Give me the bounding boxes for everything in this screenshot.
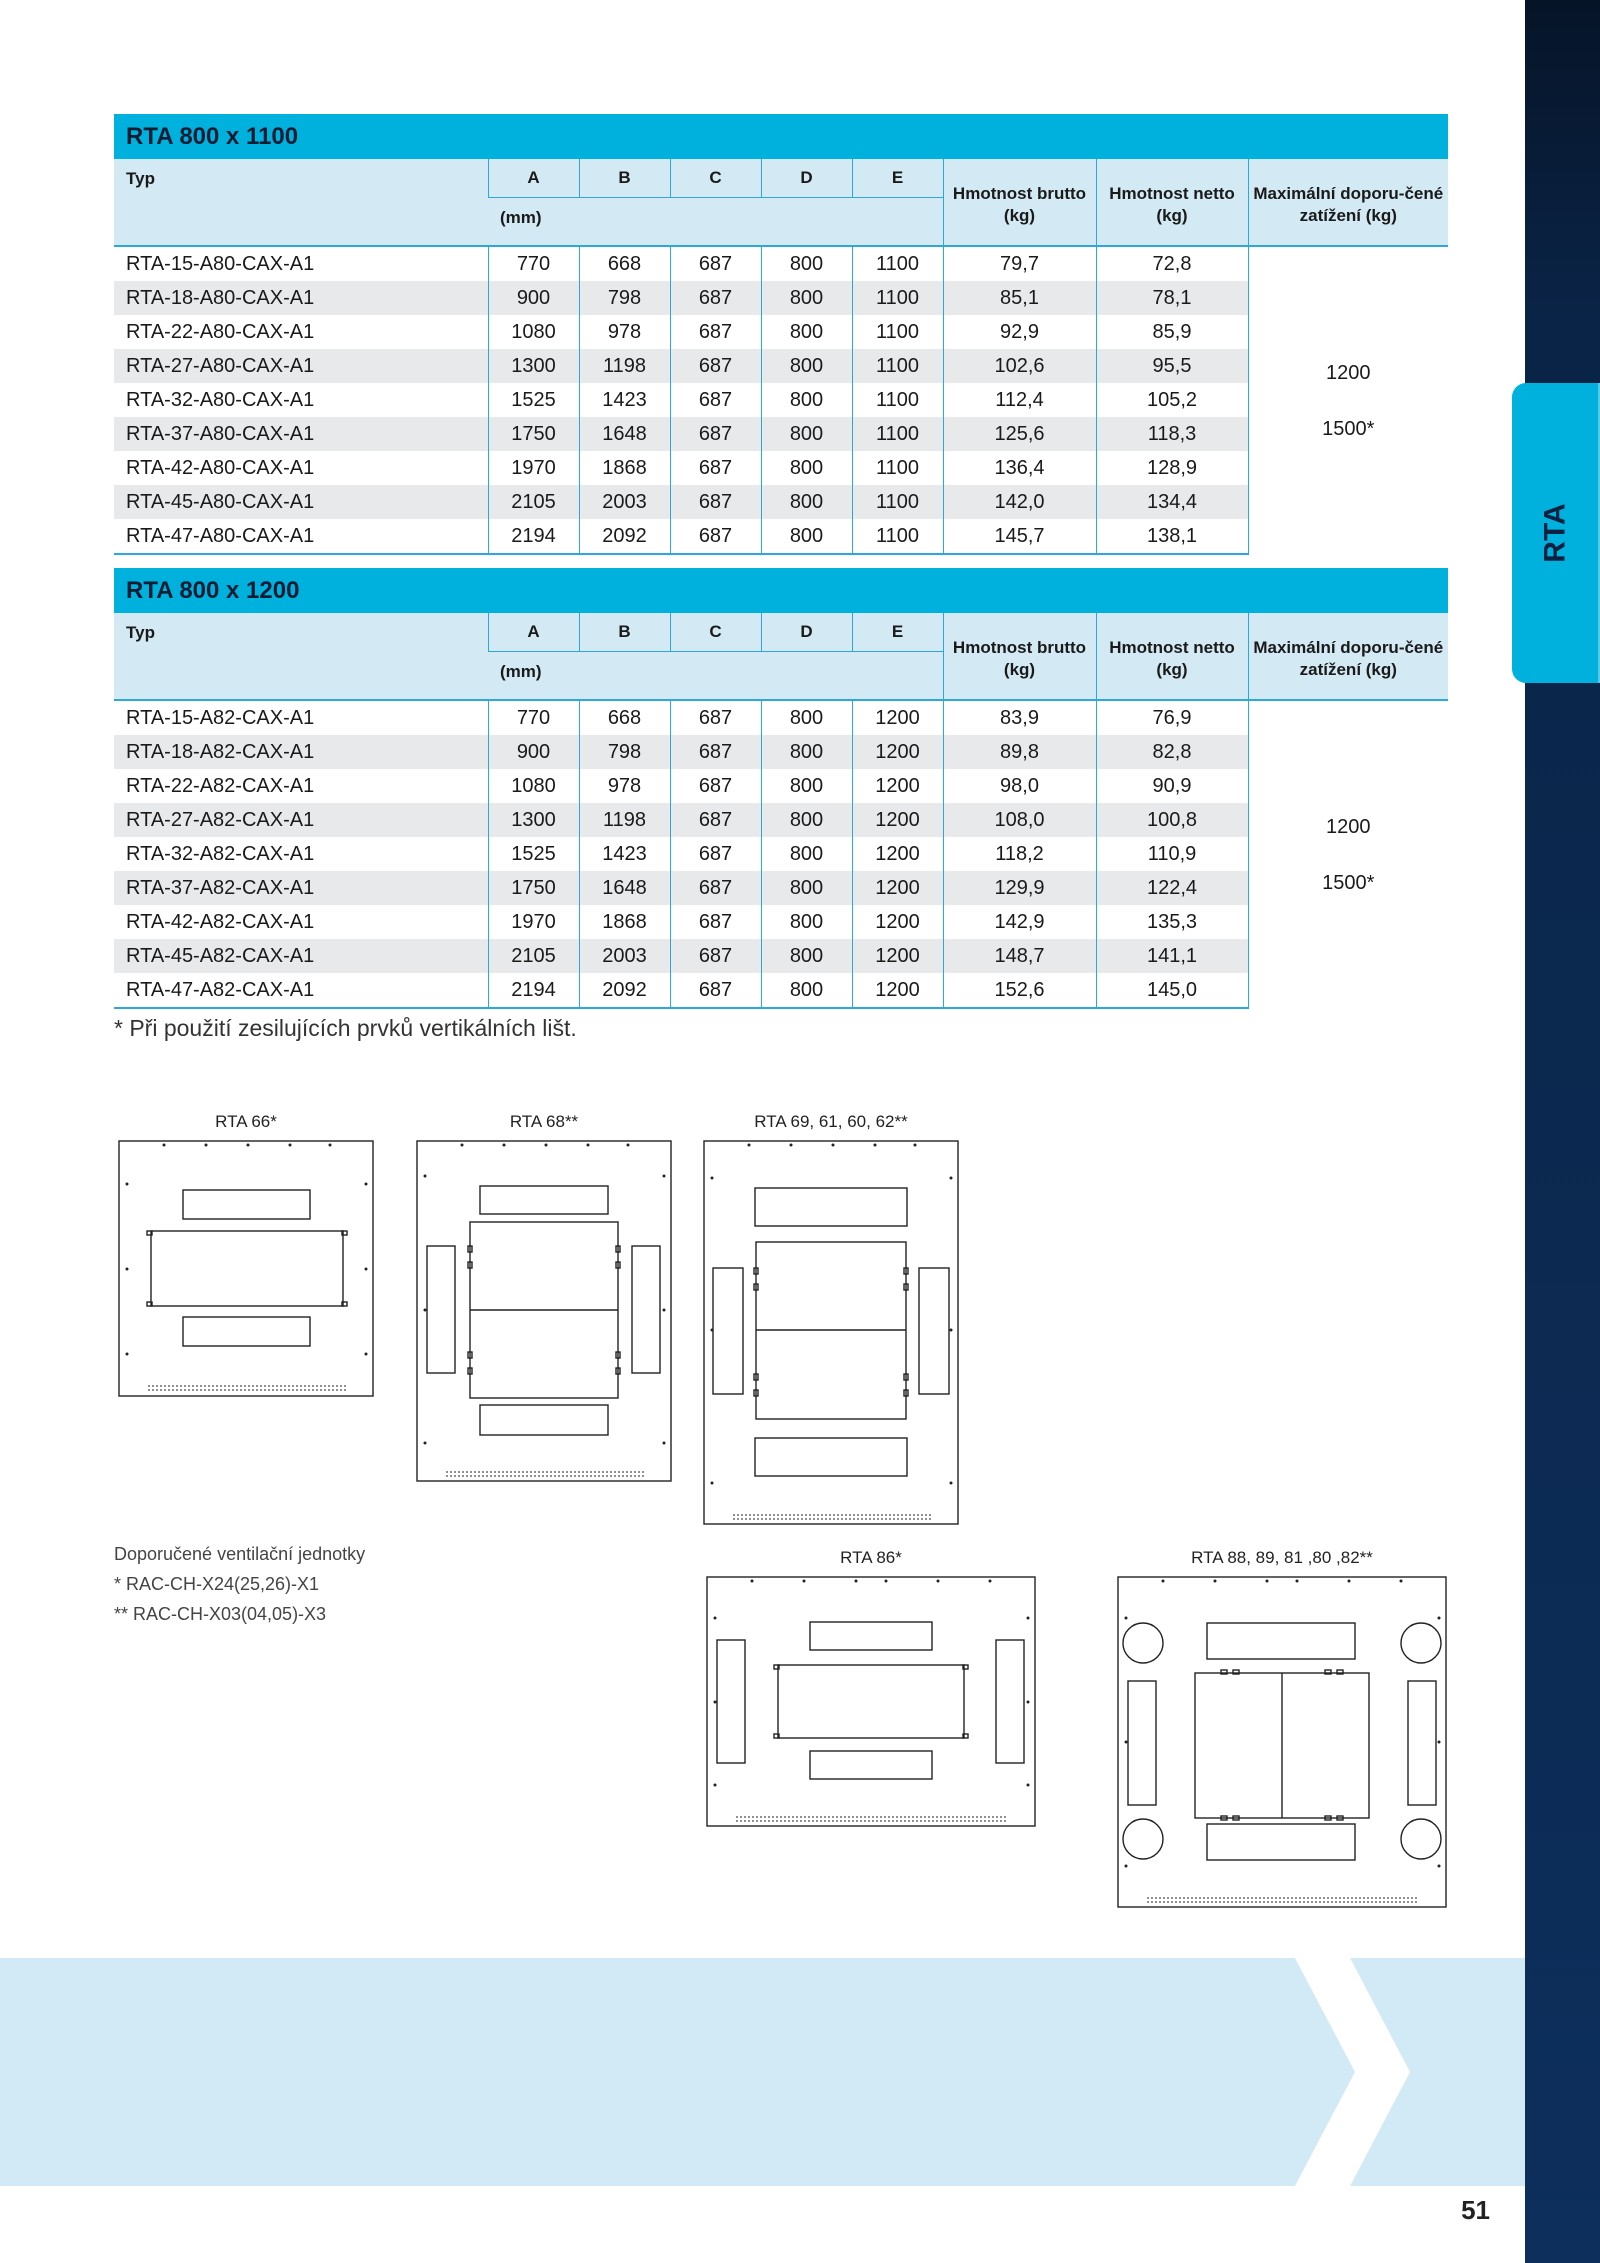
cell-type: RTA-37-A82-CAX-A1 — [114, 871, 488, 905]
cell-value: 1200 — [852, 973, 943, 1008]
cell-value: 135,3 — [1096, 905, 1248, 939]
cell-value: 687 — [670, 417, 761, 451]
cell-value: 129,9 — [943, 871, 1096, 905]
cell-value: 800 — [761, 519, 852, 554]
cell-value: 668 — [579, 246, 670, 281]
cell-value: 1423 — [579, 837, 670, 871]
cell-value: 89,8 — [943, 735, 1096, 769]
cell-value: 1200 — [852, 871, 943, 905]
cell-value: 800 — [761, 905, 852, 939]
cell-value: 800 — [761, 485, 852, 519]
cell-value: 687 — [670, 939, 761, 973]
max-load-reinforced: 1500* — [1322, 417, 1375, 440]
footnote: * Při použití zesilujících prvků vertikálních lišt. — [114, 1015, 577, 1041]
table-row — [114, 315, 1448, 349]
col-header-c: C — [670, 159, 761, 198]
max-load-standard: 1200 — [1326, 815, 1371, 838]
col-header-c: C — [670, 613, 761, 652]
cell-value: 1200 — [852, 735, 943, 769]
cell-value: 1100 — [852, 451, 943, 485]
diagram-rta86 — [706, 1574, 1036, 1828]
cell-value: 900 — [488, 735, 579, 769]
table-row — [114, 485, 1448, 519]
table-row — [114, 417, 1448, 451]
col-header-e: E — [852, 613, 943, 652]
cell-value: 2194 — [488, 973, 579, 1008]
cell-value: 2003 — [579, 485, 670, 519]
cell-value: 108,0 — [943, 803, 1096, 837]
cell-value: 98,0 — [943, 769, 1096, 803]
diagram-title-rta86: RTA 86* — [840, 1548, 902, 1567]
cell-value: 1648 — [579, 417, 670, 451]
cell-type: RTA-42-A82-CAX-A1 — [126, 910, 315, 933]
col-header-netto: Hmotnost netto (kg) — [1096, 613, 1248, 700]
cell-value: 83,9 — [943, 700, 1096, 735]
cell-value: 2092 — [579, 973, 670, 1008]
cell-value: 1970 — [488, 905, 579, 939]
cell-value: 1198 — [579, 803, 670, 837]
table-body — [114, 700, 1448, 1008]
cell-value: 72,8 — [1096, 246, 1248, 281]
cell-value: 1100 — [852, 246, 943, 281]
cell-value: 687 — [670, 905, 761, 939]
cell-value: 1200 — [852, 939, 943, 973]
cell-type: RTA-27-A82-CAX-A1 — [114, 803, 488, 837]
cell-value: 1200 — [852, 700, 943, 735]
cell-value: 82,8 — [1096, 735, 1248, 769]
col-header-a: A — [488, 159, 579, 198]
col-header-typ: Typ — [114, 613, 488, 700]
cell-value: 687 — [670, 735, 761, 769]
diagram-title-rta88: RTA 88, 89, 81 ,80 ,82** — [1191, 1548, 1373, 1567]
cell-value: 1750 — [488, 871, 579, 905]
cell-value: 1200 — [852, 769, 943, 803]
cell-value: 800 — [761, 803, 852, 837]
cell-value: 1200 — [852, 905, 943, 939]
cell-value: 978 — [579, 315, 670, 349]
cell-value: 1198 — [579, 349, 670, 383]
cell-value: 142,0 — [943, 485, 1096, 519]
cell-type: RTA-37-A80-CAX-A1 — [114, 417, 488, 451]
col-header-a: A — [488, 613, 579, 652]
cell-value: 152,6 — [943, 973, 1096, 1008]
cell-value: 1080 — [488, 769, 579, 803]
cell-value: 1100 — [852, 349, 943, 383]
cell-type: RTA-45-A82-CAX-A1 — [114, 939, 488, 973]
cell-value: 687 — [670, 700, 761, 735]
cell-value: 125,6 — [943, 417, 1096, 451]
cell-value: 800 — [761, 246, 852, 281]
cell-value: 118,2 — [943, 837, 1096, 871]
cell-value: 145,7 — [943, 519, 1096, 554]
cell-value: 1300 — [488, 803, 579, 837]
table-row — [114, 281, 1448, 315]
cell-max-load — [1248, 700, 1448, 1008]
col-header-load: Maximální doporu-čené zatížení (kg) — [1248, 613, 1448, 700]
cell-value: 800 — [761, 871, 852, 905]
cell-value: 1100 — [852, 383, 943, 417]
cell-value: 142,9 — [943, 905, 1096, 939]
cell-value: 145,0 — [1096, 973, 1248, 1008]
cell-value: 687 — [670, 281, 761, 315]
cell-value: 141,1 — [1096, 939, 1248, 973]
table-row — [114, 905, 1448, 939]
cell-value: 687 — [670, 383, 761, 417]
cell-value: 1200 — [852, 837, 943, 871]
cell-value: 85,9 — [1096, 315, 1248, 349]
cell-value: 1868 — [579, 451, 670, 485]
cell-value: 770 — [488, 246, 579, 281]
cell-value: 1200 — [852, 803, 943, 837]
cell-type: RTA-22-A80-CAX-A1 — [126, 320, 315, 343]
table-row — [114, 973, 1448, 1008]
cell-type: RTA-47-A80-CAX-A1 — [114, 519, 488, 554]
col-header-mm: (mm) — [488, 652, 943, 701]
cell-value: 102,6 — [943, 349, 1096, 383]
cell-value: 687 — [670, 837, 761, 871]
col-header-brutto: Hmotnost brutto (kg) — [943, 159, 1096, 246]
cell-type: RTA-27-A80-CAX-A1 — [114, 349, 488, 383]
page-number: 51 — [1461, 2195, 1490, 2225]
cell-type: RTA-45-A80-CAX-A1 — [114, 485, 488, 519]
cell-value: 687 — [670, 315, 761, 349]
cell-type: RTA-18-A82-CAX-A1 — [114, 735, 488, 769]
col-header-load: Maximální doporu-čené zatížení (kg) — [1248, 159, 1448, 246]
cell-type: RTA-47-A82-CAX-A1 — [114, 973, 488, 1008]
cell-type: RTA-22-A82-CAX-A1 — [126, 774, 315, 797]
cell-value: 1080 — [488, 315, 579, 349]
cell-value: 2003 — [579, 939, 670, 973]
cell-value: 95,5 — [1096, 349, 1248, 383]
cell-value: 1525 — [488, 383, 579, 417]
cell-type: RTA-15-A82-CAX-A1 — [126, 706, 315, 729]
table-row — [114, 519, 1448, 554]
col-header-e: E — [852, 159, 943, 198]
diagram-title-rta66: RTA 66* — [215, 1112, 277, 1131]
cell-value: 687 — [670, 485, 761, 519]
cell-value: 800 — [761, 700, 852, 735]
cell-value: 800 — [761, 281, 852, 315]
section-tab-label-wrap — [1512, 383, 1600, 683]
col-header-brutto: Hmotnost brutto (kg) — [943, 613, 1096, 700]
cell-value: 90,9 — [1096, 769, 1248, 803]
table-row — [114, 383, 1448, 417]
cell-value: 100,8 — [1096, 803, 1248, 837]
cell-value: 900 — [488, 281, 579, 315]
table-row — [114, 871, 1448, 905]
cell-value: 1423 — [579, 383, 670, 417]
cell-value: 800 — [761, 837, 852, 871]
cell-value: 687 — [670, 973, 761, 1008]
cell-type: RTA-32-A82-CAX-A1 — [126, 842, 315, 865]
cell-value: 668 — [579, 700, 670, 735]
cell-value: 770 — [488, 700, 579, 735]
cell-value: 1100 — [852, 315, 943, 349]
cell-value: 1100 — [852, 281, 943, 315]
cell-max-load — [1248, 246, 1448, 554]
cell-value: 1100 — [852, 485, 943, 519]
cell-value: 2105 — [488, 939, 579, 973]
cell-value: 687 — [670, 769, 761, 803]
cell-value: 800 — [761, 383, 852, 417]
col-header-typ: Typ — [114, 159, 488, 246]
table-title: RTA 800 x 1200 — [114, 568, 1448, 613]
cell-value: 76,9 — [1096, 700, 1248, 735]
spec-table-1200 — [114, 568, 1448, 1009]
cell-value: 687 — [670, 451, 761, 485]
col-header-mm: (mm) — [488, 198, 943, 247]
table-row — [114, 837, 1448, 871]
diagram-rta68 — [416, 1138, 672, 1483]
cell-value: 800 — [761, 939, 852, 973]
table-row — [114, 246, 1448, 281]
col-header-netto: Hmotnost netto (kg) — [1096, 159, 1248, 246]
cell-value: 1300 — [488, 349, 579, 383]
cell-value: 1100 — [852, 519, 943, 554]
cell-value: 128,9 — [1096, 451, 1248, 485]
cell-value: 1750 — [488, 417, 579, 451]
col-header-d: D — [761, 613, 852, 652]
cell-value: 138,1 — [1096, 519, 1248, 554]
table-title: RTA 800 x 1100 — [114, 114, 1448, 159]
cell-value: 79,7 — [943, 246, 1096, 281]
diagram-rta88 — [1117, 1574, 1447, 1909]
vent-line-1: * RAC-CH-X24(25,26)-X1 — [114, 1574, 320, 1594]
cell-value: 148,7 — [943, 939, 1096, 973]
table-row — [114, 700, 1448, 735]
table-row — [114, 735, 1448, 769]
cell-value: 2194 — [488, 519, 579, 554]
cell-value: 1525 — [488, 837, 579, 871]
max-load-reinforced: 1500* — [1322, 871, 1375, 894]
cell-value: 687 — [670, 803, 761, 837]
cell-value: 798 — [579, 281, 670, 315]
diagram-title-rta69: RTA 69, 61, 60, 62** — [754, 1112, 908, 1131]
table-row — [114, 769, 1448, 803]
table-row — [114, 349, 1448, 383]
section-tab-label: RTA — [1539, 503, 1572, 563]
diagram-rta69 — [703, 1138, 959, 1526]
cell-value: 112,4 — [943, 383, 1096, 417]
cell-value: 800 — [761, 973, 852, 1008]
cell-value: 2105 — [488, 485, 579, 519]
cell-value: 105,2 — [1096, 383, 1248, 417]
col-header-d: D — [761, 159, 852, 198]
cell-value: 800 — [761, 769, 852, 803]
spec-table-1100 — [114, 114, 1448, 555]
cell-value: 110,9 — [1096, 837, 1248, 871]
cell-value: 687 — [670, 349, 761, 383]
table-row — [114, 803, 1448, 837]
table-body — [114, 246, 1448, 554]
cell-value: 134,4 — [1096, 485, 1248, 519]
col-header-b: B — [579, 613, 670, 652]
cell-value: 85,1 — [943, 281, 1096, 315]
cell-value: 1970 — [488, 451, 579, 485]
cell-value: 1100 — [852, 417, 943, 451]
chevron-right-icon — [1295, 1958, 1415, 2186]
cell-value: 1868 — [579, 905, 670, 939]
cell-value: 800 — [761, 349, 852, 383]
max-load-standard: 1200 — [1326, 361, 1371, 384]
cell-value: 1648 — [579, 871, 670, 905]
cell-value: 798 — [579, 735, 670, 769]
cell-value: 800 — [761, 451, 852, 485]
page-sidebar — [1525, 0, 1600, 2263]
cell-value: 2092 — [579, 519, 670, 554]
cell-value: 136,4 — [943, 451, 1096, 485]
cell-value: 978 — [579, 769, 670, 803]
cell-value: 687 — [670, 519, 761, 554]
table-row — [114, 939, 1448, 973]
cell-value: 78,1 — [1096, 281, 1248, 315]
cell-type: RTA-32-A80-CAX-A1 — [126, 388, 315, 411]
cell-value: 800 — [761, 735, 852, 769]
col-header-b: B — [579, 159, 670, 198]
cell-type: RTA-18-A80-CAX-A1 — [114, 281, 488, 315]
cell-value: 800 — [761, 417, 852, 451]
cell-value: 92,9 — [943, 315, 1096, 349]
cell-value: 118,3 — [1096, 417, 1248, 451]
diagram-rta66 — [118, 1138, 374, 1398]
cell-value: 687 — [670, 871, 761, 905]
cell-type: RTA-42-A80-CAX-A1 — [126, 456, 315, 479]
cell-value: 800 — [761, 315, 852, 349]
cell-value: 687 — [670, 246, 761, 281]
cell-type: RTA-15-A80-CAX-A1 — [126, 252, 315, 275]
vent-line-2: ** RAC-CH-X03(04,05)-X3 — [114, 1604, 327, 1624]
diagram-title-rta68: RTA 68** — [509, 1112, 579, 1131]
table-row — [114, 451, 1448, 485]
vent-title: Doporučené ventilační jednotky — [114, 1544, 366, 1564]
cell-value: 122,4 — [1096, 871, 1248, 905]
